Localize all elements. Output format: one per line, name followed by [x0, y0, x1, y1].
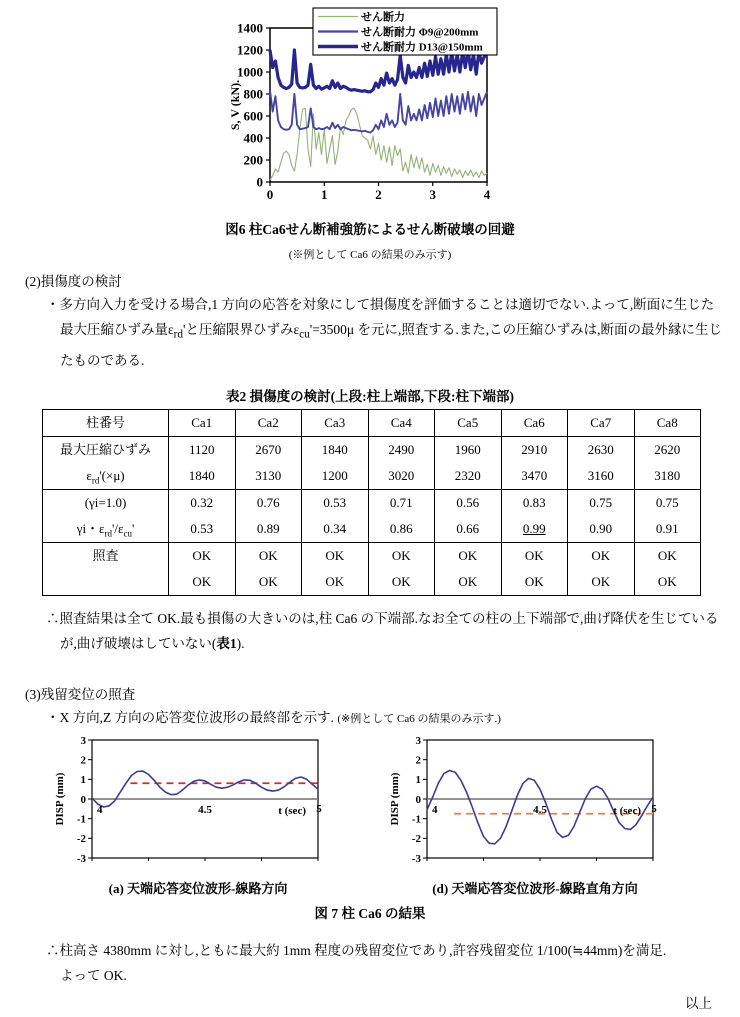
y-axis-title: S, V (kN).	[228, 79, 242, 131]
y-tick-label: -1	[411, 813, 421, 826]
series-line-0	[270, 108, 487, 180]
residual-note-line2: よって OK.	[60, 968, 127, 983]
y-axis-title: DISP (mm)	[389, 772, 401, 826]
table-cell	[302, 543, 369, 596]
y-tick-label: 200	[243, 152, 263, 168]
col-header-Ca3: Ca3	[302, 410, 369, 437]
cell-top-value: 2490	[388, 442, 415, 457]
table-cell	[634, 543, 701, 596]
displacement-chart-d	[387, 732, 679, 868]
cell-bottom-value: OK	[524, 574, 544, 589]
cell-bottom-value: 0.34	[323, 521, 347, 536]
cell-top-value: 0.83	[522, 495, 546, 510]
x-label-left: 4	[432, 804, 438, 816]
table-cell	[235, 490, 302, 543]
damage-result-note: ∴照査結果は全て OK.最も損傷の大きいのは,柱 Ca6 の下端部.なお全ての柱の上下端部で,曲げ降伏を生じているが,曲げ破壊はしていない(表1).	[46, 611, 719, 651]
cell-bottom-value: 0.91	[655, 521, 679, 536]
cell-top-value: 2630	[587, 442, 614, 457]
table-cell	[235, 543, 302, 596]
residual-note-line1: ∴柱高さ 4380mm に対し,ともに最大約 1mm 程度の残留変位であり,許容残留変位 1/100(≒44mm)を満足.	[46, 943, 667, 958]
row-label	[43, 543, 169, 596]
table-cell	[169, 490, 236, 543]
series-line-2	[270, 50, 487, 92]
row-label-top: 照査	[92, 548, 119, 563]
y-tick-label: -3	[76, 852, 86, 865]
table-cell	[368, 437, 435, 490]
y-axis-title: DISP (mm)	[54, 772, 66, 826]
cell-top-value: 2670	[255, 442, 282, 457]
cell-bottom-value: 1840	[188, 468, 215, 483]
row-label-bottom	[43, 569, 168, 595]
cell-bottom-value: OK	[192, 574, 212, 589]
cell-bottom-value: 0.86	[389, 521, 413, 536]
y-tick-label: -2	[76, 833, 86, 846]
x-tick-label: 1	[321, 187, 328, 202]
y-tick-label: 0	[256, 174, 263, 190]
cell-bottom-value: OK	[458, 574, 478, 589]
x-label-mid: 4.5	[533, 804, 547, 816]
shear-force-chart	[228, 0, 508, 205]
table-cell	[235, 437, 302, 490]
section3-bullet	[46, 705, 726, 732]
col-header-Ca8: Ca8	[634, 410, 701, 437]
col-header-Ca5: Ca5	[435, 410, 502, 437]
col-header-Ca6: Ca6	[501, 410, 568, 437]
cell-top-value: OK	[325, 548, 345, 563]
figure7d-caption: (d) 天端応答変位波形-線路直角方向	[432, 881, 638, 896]
y-tick-label: 1	[415, 774, 421, 787]
cell-top-value: OK	[591, 548, 611, 563]
table-header-row	[43, 410, 701, 437]
displacement-chart-a	[52, 732, 344, 868]
y-tick-label: -3	[411, 852, 421, 865]
table-cell	[568, 543, 635, 596]
cell-bottom-value: 0.66	[456, 521, 480, 536]
cell-top-value: 0.56	[456, 495, 480, 510]
y-tick-label: 0	[80, 793, 86, 806]
y-tick-label: 400	[243, 130, 263, 146]
table2-title: 表2 損傷度の検討(上段:柱上端部,下段:柱下端部)	[226, 389, 514, 404]
x-axis-title: t (sec)	[278, 805, 306, 817]
row-label-bottom: γi・$\varepsilon_{rd}'/\varepsilon_{cu}'$	[76, 521, 135, 539]
cell-bottom-value: OK	[258, 574, 278, 589]
section3-bullet-text: ・X 方向,Z 方向の応答変位波形の最終部を示す.	[46, 710, 334, 725]
cell-bottom-value: 3020	[388, 468, 415, 483]
x-label-right: 5	[651, 803, 657, 815]
table-cell	[568, 490, 635, 543]
y-tick-label: 2	[415, 754, 421, 767]
table-row-group-1	[43, 490, 701, 543]
table-cell	[501, 543, 568, 596]
cell-top-value: OK	[524, 548, 544, 563]
cell-top-value: 1840	[321, 442, 348, 457]
y-tick-label: -1	[76, 813, 86, 826]
row-label-top: (γi=1.0)	[84, 495, 127, 510]
table-cell	[501, 490, 568, 543]
table-cell	[302, 490, 369, 543]
table-cell	[169, 437, 236, 490]
cell-top-value: OK	[391, 548, 411, 563]
row-label-bottom: $\varepsilon_{rd}'(\times\mu)$	[86, 468, 125, 486]
y-tick-label: 3	[415, 734, 421, 747]
row-label-top: 最大圧縮ひずみ	[59, 442, 151, 457]
y-tick-label: 3	[80, 734, 86, 747]
table-cell	[169, 543, 236, 596]
cell-bottom-value: 3470	[521, 468, 548, 483]
table-cell	[568, 437, 635, 490]
row-label	[43, 437, 169, 490]
y-tick-label: 2	[80, 754, 86, 767]
x-axis-title: t (sec)	[613, 805, 641, 817]
col-header-Ca2: Ca2	[235, 410, 302, 437]
cell-bottom-value: 3130	[255, 468, 282, 483]
cell-bottom-value: OK	[591, 574, 611, 589]
figure6-caption: 図6 柱Ca6せん断補強筋によるせん断破壊の回避	[225, 222, 515, 237]
legend-label-1: せん断耐力 Φ9@200mm	[361, 26, 479, 39]
cell-bottom-value: OK	[657, 574, 677, 589]
table-cell	[435, 543, 502, 596]
cell-bottom-value: 3180	[654, 468, 681, 483]
x-tick-label: 0	[266, 187, 274, 202]
table-cell	[501, 437, 568, 490]
section3-heading: (3)残留変位の照査	[25, 687, 136, 702]
cell-bottom-value: 1200	[321, 468, 348, 483]
cell-top-value: 1960	[454, 442, 481, 457]
cell-bottom-value: 0.99	[522, 521, 546, 536]
figure7-caption: 図 7 柱 Ca6 の結果	[314, 906, 426, 921]
cell-top-value: 2620	[654, 442, 681, 457]
table-cell	[368, 490, 435, 543]
cell-top-value: 0.75	[589, 495, 613, 510]
legend-label-2: せん断耐力 D13@150mm	[361, 41, 483, 54]
row-label	[43, 490, 169, 543]
y-tick-label: 1400	[237, 20, 263, 36]
figure6-subcaption: (※例として Ca6 の結果のみ示す)	[288, 249, 452, 261]
cell-top-value: 0.53	[323, 495, 347, 510]
table-cell	[634, 490, 701, 543]
x-tick-label: 4	[483, 187, 491, 202]
y-tick-label: 600	[243, 108, 263, 124]
cell-bottom-value: 0.53	[190, 521, 214, 536]
y-tick-label: 800	[243, 86, 263, 102]
cell-top-value: OK	[258, 548, 278, 563]
cell-top-value: 0.71	[389, 495, 413, 510]
y-tick-label: 1200	[237, 42, 263, 58]
residual-note	[46, 938, 726, 988]
figure7a-caption: (a) 天端応答変位波形-線路方向	[108, 881, 288, 896]
y-tick-label: -2	[411, 833, 421, 846]
damage-check-table	[42, 409, 701, 596]
cell-bottom-value: 2320	[454, 468, 481, 483]
cell-top-value: 0.32	[190, 495, 214, 510]
table-row-group-2	[43, 543, 701, 596]
y-tick-label: 1	[80, 774, 86, 787]
x-tick-label: 2	[375, 187, 382, 202]
legend-label-0: せん断力	[361, 11, 405, 24]
cell-bottom-value: 0.90	[589, 521, 613, 536]
cell-top-value: 0.76	[256, 495, 280, 510]
x-label-right: 5	[316, 803, 322, 815]
x-label-mid: 4.5	[198, 804, 212, 816]
cell-top-value: 2910	[521, 442, 548, 457]
table-cell	[368, 543, 435, 596]
table-cell	[634, 437, 701, 490]
section2-bullet: ・多方向入力を受ける場合,1 方向の応答を対象にして損傷度を評価することは適切でない.よって,断面に生じた最大圧縮ひずみ量$\varepsilon_{rd}'$と圧縮限界ひずみ$\varepsilon_{cu}'=3500\mu$ を元に,照査する.また,この圧縮ひずみは,断面の最外縁に生じたものである.	[46, 297, 722, 368]
cell-top-value: OK	[192, 548, 212, 563]
y-tick-label: 0	[415, 793, 421, 806]
table-cell	[435, 490, 502, 543]
table-cell	[435, 437, 502, 490]
cell-bottom-value: OK	[391, 574, 411, 589]
section3-bullet-note: (※例として Ca6 の結果のみ示す.)	[337, 713, 501, 725]
table-cell	[302, 437, 369, 490]
cell-top-value: OK	[458, 548, 478, 563]
cell-top-value: 0.75	[655, 495, 679, 510]
col-header-Ca4: Ca4	[368, 410, 435, 437]
series-line-0	[92, 771, 318, 807]
cell-bottom-value: OK	[325, 574, 345, 589]
closing-label: 以上	[685, 996, 712, 1011]
cell-bottom-value: 3160	[587, 468, 614, 483]
col-header-Ca1: Ca1	[169, 410, 236, 437]
y-tick-label: 1000	[237, 64, 263, 80]
section2-heading: (2)損傷度の検討	[25, 274, 122, 289]
table-row-group-0	[43, 437, 701, 490]
cell-bottom-value: 0.89	[256, 521, 280, 536]
cell-top-value: 1120	[188, 442, 215, 457]
x-tick-label: 3	[429, 187, 436, 202]
cell-top-value: OK	[657, 548, 677, 563]
x-label-left: 4	[97, 804, 103, 816]
col-header-Ca7: Ca7	[568, 410, 635, 437]
col-header-label: 柱番号	[43, 410, 169, 437]
